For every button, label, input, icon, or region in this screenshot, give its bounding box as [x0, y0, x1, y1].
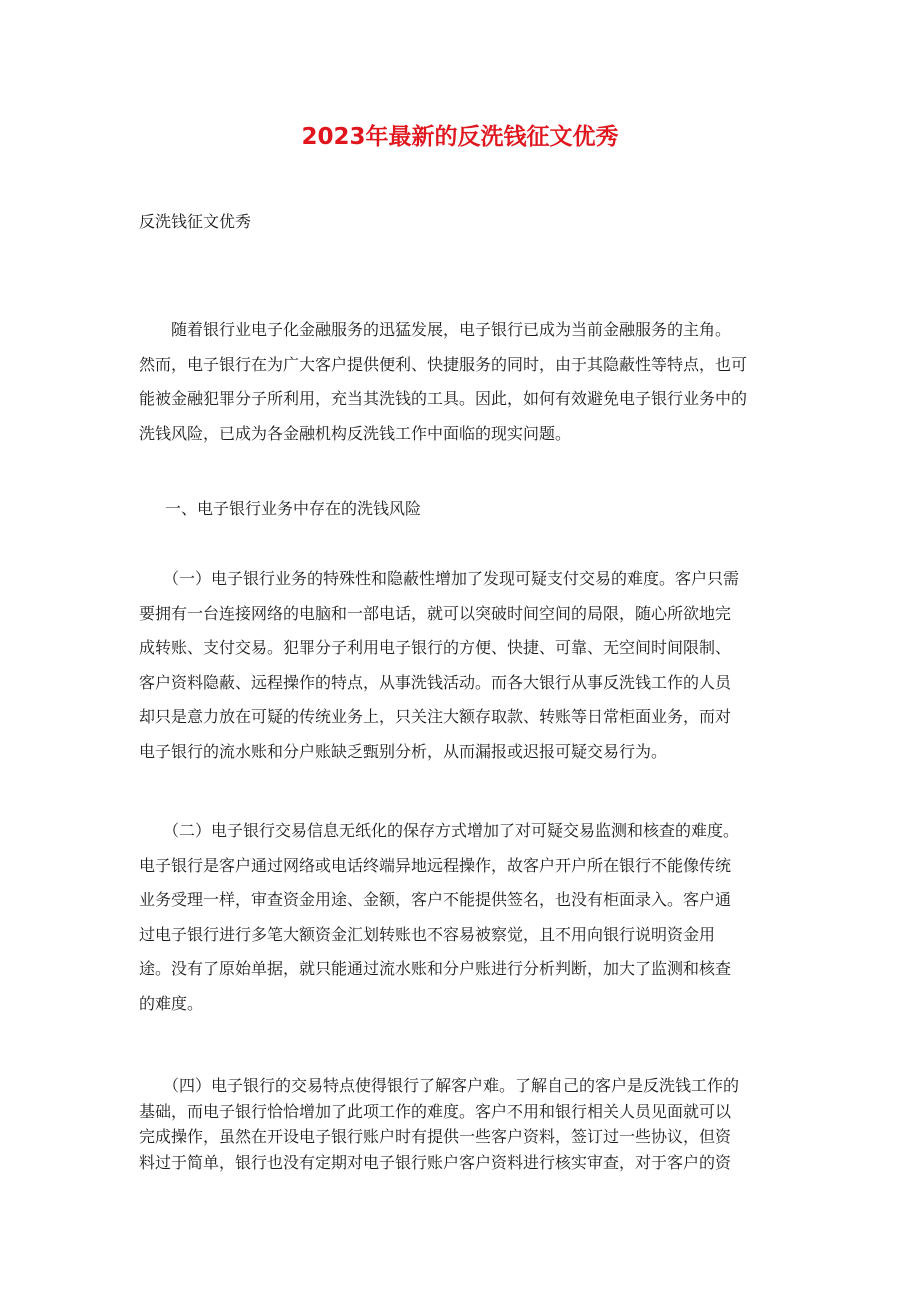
paragraph-line: 过电子银行进行多笔大额资金汇划转账也不容易被察觉，且不用向银行说明资金用 [139, 924, 716, 944]
paragraph-line: （一）电子银行业务的特殊性和隐蔽性增加了发现可疑支付交易的难度。客户只需 [139, 569, 740, 588]
section-heading: 一、电子银行业务中存在的洗钱风险 [165, 499, 422, 518]
paragraph-line: 完成操作，虽然在开设电子银行账户时有提供一些客户资料，签订过一些协议，但资 [139, 1127, 732, 1146]
document-title: 2023年最新的反洗钱征文优秀 [301, 124, 619, 150]
paragraph-line: 业务受理一样，审查资金用途、金额，客户不能提供签名，也没有柜面录入。客户通 [139, 890, 732, 909]
paragraph-intro [139, 313, 789, 451]
paragraph-line: （四）电子银行的交易特点使得银行了解客户难。了解自己的客户是反洗钱工作的 [139, 1076, 740, 1095]
paragraph-line: 能被金融犯罪分子所利用，充当其洗钱的工具。因此，如何有效避免电子银行业务中的 [139, 389, 748, 408]
paragraph-line: 电子银行的流水账和分户账缺乏甄别分析，从而漏报或迟报可疑交易行为。 [139, 741, 668, 761]
paragraph-section-2 [139, 814, 789, 1021]
paragraph-line: 要拥有一台连接网络的电脑和一部电话，就可以突破时间空间的局限，随心所欲地完 [139, 603, 732, 623]
paragraph-line: 的难度。 [139, 993, 204, 1013]
paragraph-line: （二）电子银行交易信息无纸化的保存方式增加了对可疑交易监测和核查的难度。 [139, 821, 740, 840]
paragraph-line: 基础，而电子银行恰恰增加了此项工作的难度。客户不用和银行相关人员见面就可以 [139, 1101, 732, 1121]
paragraph-section-1 [139, 562, 789, 769]
paragraph-section-4 [139, 1073, 789, 1175]
document-subtitle: 反洗钱征文优秀 [139, 212, 252, 231]
paragraph-line: 途。没有了原始单据，就只能通过流水账和分户账进行分析判断，加大了监测和核查 [139, 959, 732, 978]
paragraph-line: 却只是意力放在可疑的传统业务上，只关注大额存取款、转账等日常柜面业务，而对 [139, 707, 732, 726]
paragraph-line: 随着银行业电子化金融服务的迅猛发展，电子银行已成为当前金融服务的主角。 [139, 320, 732, 339]
paragraph-line: 成转账、支付交易。犯罪分子利用电子银行的方便、快捷、可靠、无空间时间限制、 [139, 638, 732, 657]
paragraph-line: 料过于简单，银行也没有定期对电子银行账户客户资料进行核实审查，对于客户的资 [139, 1152, 732, 1172]
paragraph-line: 电子银行是客户通过网络或电话终端异地远程操作，故客户开户所在银行不能像传统 [139, 855, 732, 875]
paragraph-line: 然而，电子银行在为广大客户提供便利、快捷服务的同时，由于其隐蔽性等特点，也可 [139, 354, 748, 374]
paragraph-line: 客户资料隐蔽、远程操作的特点，从事洗钱活动。而各大银行从事反洗钱工作的人员 [139, 672, 732, 692]
paragraph-line: 洗钱风险，已成为各金融机构反洗钱工作中面临的现实问题。 [139, 423, 572, 443]
